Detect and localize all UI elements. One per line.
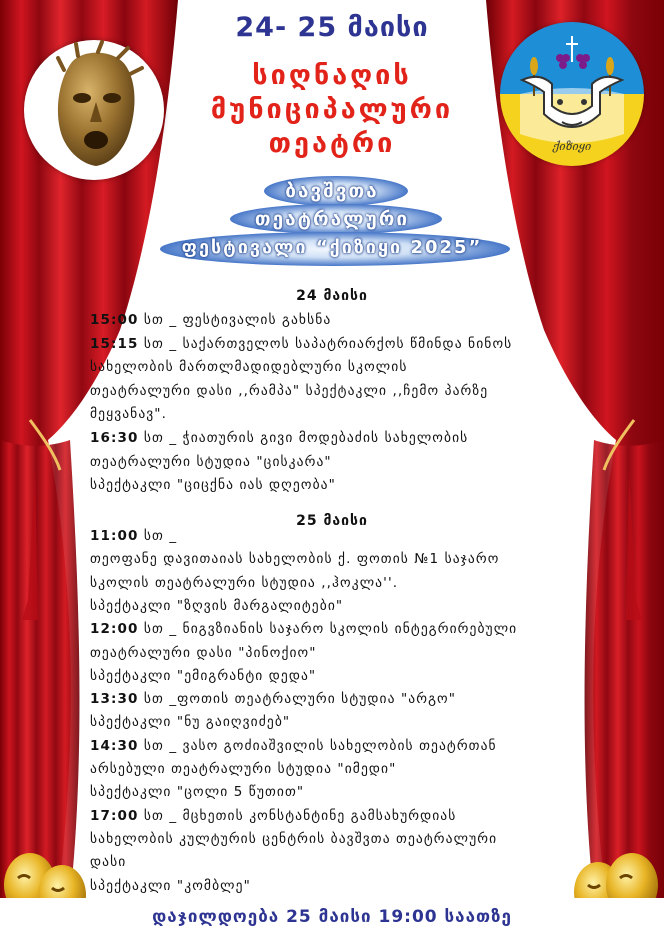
program-time: 16:30 <box>90 430 139 446</box>
program-line <box>90 383 488 399</box>
theatre-name-line-2: მუნიციპალური <box>210 94 454 125</box>
program-text: სახელობის მართლმადიდებლური სკოლის <box>90 359 408 376</box>
program-text: თეატრალური სტუდია "ცისკარა" <box>90 453 332 470</box>
program-text: სთ _ ფესტივალის გახსნა <box>138 312 332 328</box>
theatre-name-line-3: თეატრი <box>268 128 396 159</box>
program-text: თეატრალური დასი "პინოქიო" <box>90 644 317 661</box>
program-time: 15:15 <box>90 335 139 352</box>
program-text: სთ _ <box>138 528 178 544</box>
program-line <box>90 668 316 684</box>
program-text: თეოფანე დავითაიას სახელობის ქ. ფოთის №1 საჯარო <box>90 551 500 568</box>
program-line <box>90 645 317 661</box>
banner-line-2: თეატრალური <box>254 208 410 230</box>
program-time: 14:30 <box>90 737 139 754</box>
program-text: სპექტაკლი "კომბლე" <box>90 877 251 894</box>
program-line <box>90 714 290 730</box>
festival-dates: 24- 25 მაისი <box>235 12 429 43</box>
day2-heading: 25 მაისი <box>296 513 368 529</box>
program-line <box>90 454 332 470</box>
program-text: სკოლის თეატრალური სტუდია ,,ჰოკლა''. <box>90 574 399 591</box>
program-line <box>90 854 126 870</box>
program-text: სპექტაკლი "ციცქნა იას დღეობა" <box>90 477 336 494</box>
program-line <box>90 528 177 544</box>
program-line <box>90 312 331 328</box>
program-text: სთ _ ვასო გოძიაშვილის სახელობის თეატრთან <box>138 737 497 754</box>
program-line <box>90 831 497 847</box>
program-text: სახელობის კულტურის ცენტრის ბავშვთა თეატრალური <box>90 830 498 847</box>
program-line <box>90 477 336 493</box>
program-line <box>90 878 251 894</box>
program-text: სთ _ მცხეთის კონსტანტინე გამსახურდიას <box>138 807 457 824</box>
program-text: სთ _ფოთის თეატრალური სტუდია "არგო" <box>138 691 457 708</box>
program-text: არსებული თეატრალური სტუდია "იმედი" <box>90 761 397 777</box>
program-line <box>90 336 512 352</box>
program-text: სთ _ საქართველოს საპატრიარქოს წმინდა ნინოს <box>138 335 513 352</box>
program-line <box>90 430 468 446</box>
program-text: დასი <box>90 854 127 871</box>
program-text: სპექტაკლი "ნუ გაიღვიძებ" <box>90 714 291 731</box>
program-text: სთ _ ჭიათურის გივი მოდებაძის სახელობის <box>138 430 469 446</box>
emblem-caption: ქიზიყი <box>552 140 592 153</box>
program-text: სპექტაკლი "ემიგრანტი დედა" <box>90 667 317 684</box>
program-time: 12:00 <box>90 621 139 638</box>
day1-heading: 24 მაისი <box>296 288 368 304</box>
program-text: მეყვანავ". <box>90 406 168 423</box>
theatre-name-line-1: სიღნაღის <box>252 60 412 91</box>
banner-line-3: ფესტივალი “ქიზიყი 2025” <box>181 237 483 258</box>
program-line <box>90 598 343 614</box>
program-line <box>90 359 408 375</box>
program-line <box>90 761 396 777</box>
program-text: თეატრალური დასი ,,რამპა" სპექტაკლი ,,ჩემო პარზე <box>90 382 489 399</box>
program-line <box>90 691 456 707</box>
program-time: 15:00 <box>90 312 139 328</box>
banner-line-1: ბავშვთა <box>285 180 379 202</box>
program-line <box>90 808 456 824</box>
program-text: სთ _ ნიგვზიანის საჯარო სკოლის ინტეგრირებული <box>138 621 518 638</box>
program-line <box>90 575 398 591</box>
program-time: 11:00 <box>90 528 139 544</box>
program-line <box>90 406 167 422</box>
program-text: სპექტაკლი "ცოლი 5 წუთით" <box>90 784 305 801</box>
program-line <box>90 621 517 637</box>
program-line <box>90 738 497 754</box>
program-text: სპექტაკლი "ზღვის მარგალიტები" <box>90 597 344 614</box>
program-line <box>90 551 499 567</box>
awards-ceremony: დაჯილდოება 25 მაისი 19:00 საათზე <box>152 907 512 927</box>
program-line <box>90 784 304 800</box>
program-time: 17:00 <box>90 807 139 824</box>
program-time: 13:30 <box>90 691 139 708</box>
